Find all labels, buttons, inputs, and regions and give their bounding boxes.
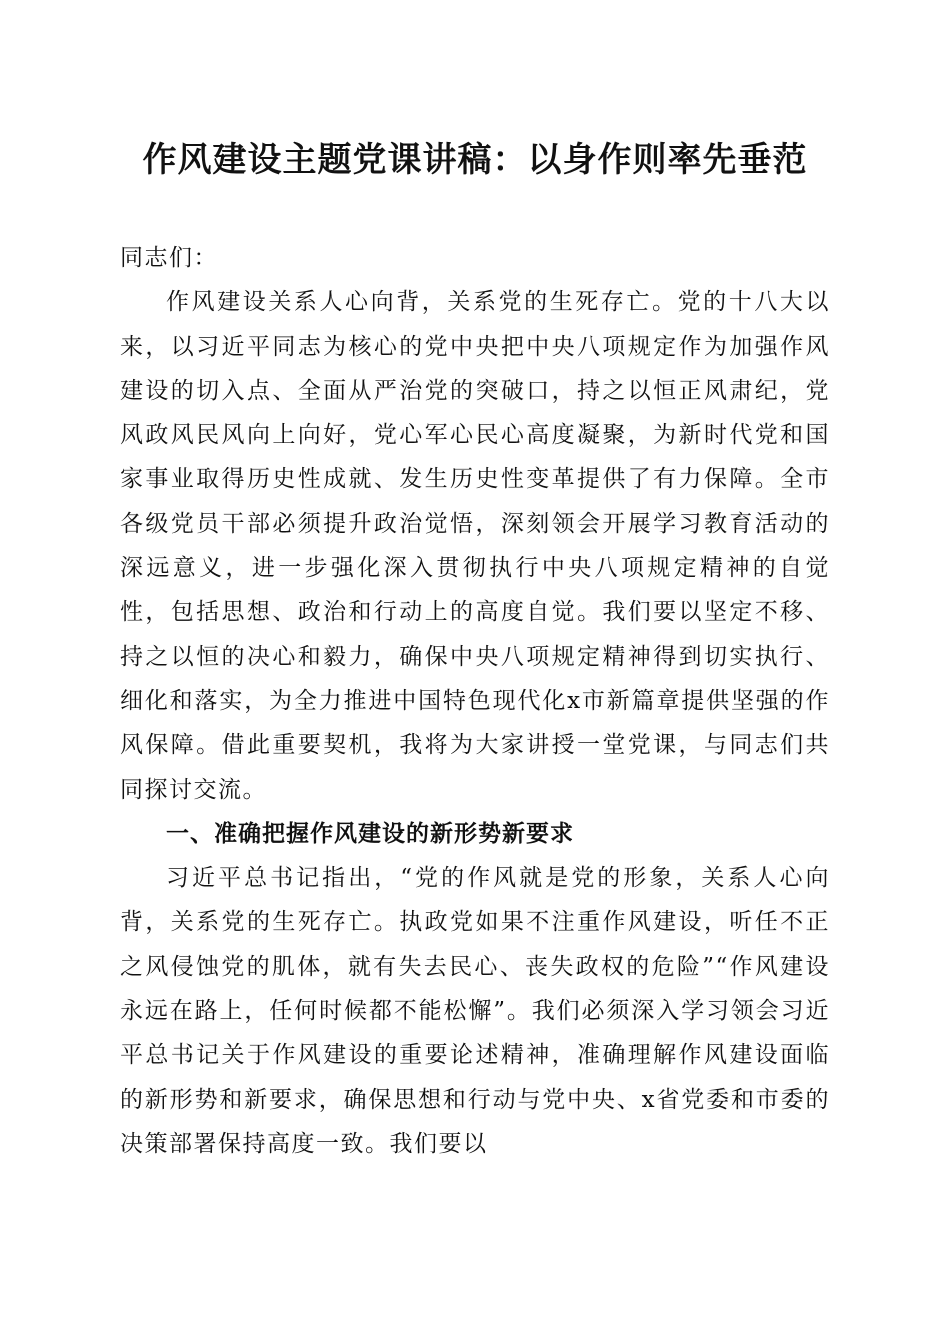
salutation: 同志们： <box>120 245 218 271</box>
section-heading: 一、准确把握作风建设的新形势新要求 <box>166 820 574 847</box>
document-body <box>120 236 830 1166</box>
intro-paragraph: 作风建设关系人心向背，关系党的生死存亡。党的十八大以来，以习近平同志为核心的党中央把中央八项规定作为加强作风建设的切入点、全面从严治党的突破口，持之以恒正风肃纪，党风政风民风向上向好，党心军心民心高度凝聚，为新时代党和国家事业取得历史性成就、发生历史性变革提供了有力保障。全市各级党员干部必须提升政治觉悟，深刻领会开展学习教育活动的深远意义，进一步强化深入贯彻执行中央八项规定精神的自觉性，包括思想、政治和行动上的高度自觉。我们要以坚定不移、持之以恒的决心和毅力，确保中央八项规定精神得到切实执行、细化和落实，为全力推进中国特色现代化x市新篇章提供坚强的作风保障。借此重要契机，我将为大家讲授一堂党课，与同志们共同探讨交流。 <box>120 289 830 803</box>
section-paragraph: 习近平总书记指出，“党的作风就是党的形象，关系人心向背，关系党的生死存亡。执政党如果不注重作风建设，听任不正之风侵蚀党的肌体，就有失去民心、丧失政权的危险”“作风建设永远在路上，任何时候都不能松懈”。我们必须深入学习领会习近平总书记关于作风建设的重要论述精神，准确理解作风建设面临的新形势和新要求，确保思想和行动与党中央、x省党委和市委的决策部署保持高度一致。我们要以 <box>120 865 830 1157</box>
document-title: 作风建设主题党课讲稿：以身作则率先垂范 <box>142 140 808 180</box>
